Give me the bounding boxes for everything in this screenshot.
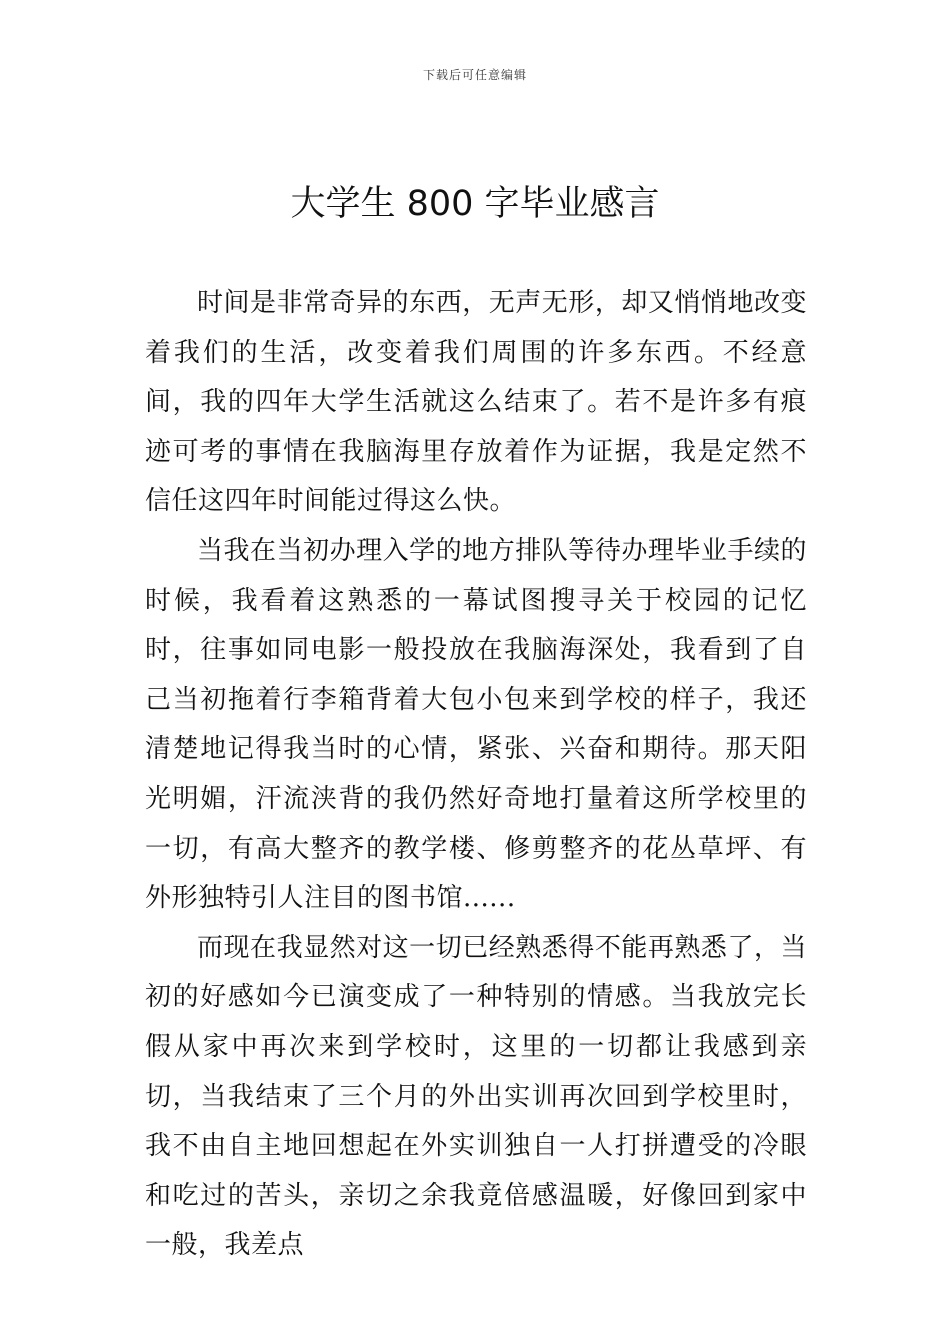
paragraph-2: 当我在当初办理入学的地方排队等待办理毕业手续的时候，我看着这熟悉的一幕试图搜寻关于校园的记忆时，往事如同电影一般投放在我脑海深处，我看到了自己当初拖着行李箱背着大包小包来到学校的样子，我还清楚地记得我当时的心情，紧张、兴奋和期待。那天阳光明媚，汗流浃背的我仍然好奇地打量着这所学校里的一切，有高大整齐的教学楼、修剪整齐的花丛草坪、有外形独特引人注目的图书馆...... bbox=[145, 535, 807, 914]
document-body bbox=[145, 279, 807, 1271]
document-title: 大学生 800 字毕业感言 bbox=[290, 184, 660, 224]
paragraph-3: 而现在我显然对这一切已经熟悉得不能再熟悉了，当初的好感如今已演变成了一种特别的情感。当我放完长假从家中再次来到学校时，这里的一切都让我感到亲切，当我结束了三个月的外出实训再次回到学校里时，我不由自主地回想起在外实训独自一人打拼遭受的冷眼和吃过的苦头，亲切之余我竟倍感温暖，好像回到家中一般，我差点 bbox=[145, 932, 807, 1261]
header-note: 下载后可任意编辑 bbox=[422, 68, 527, 82]
paragraph-1: 时间是非常奇异的东西，无声无形，却又悄悄地改变着我们的生活，改变着我们周围的许多东西。不经意间，我的四年大学生活就这么结束了。若不是许多有痕迹可考的事情在我脑海里存放着作为证据，我是定然不信任这四年时间能过得这么快。 bbox=[145, 288, 807, 517]
